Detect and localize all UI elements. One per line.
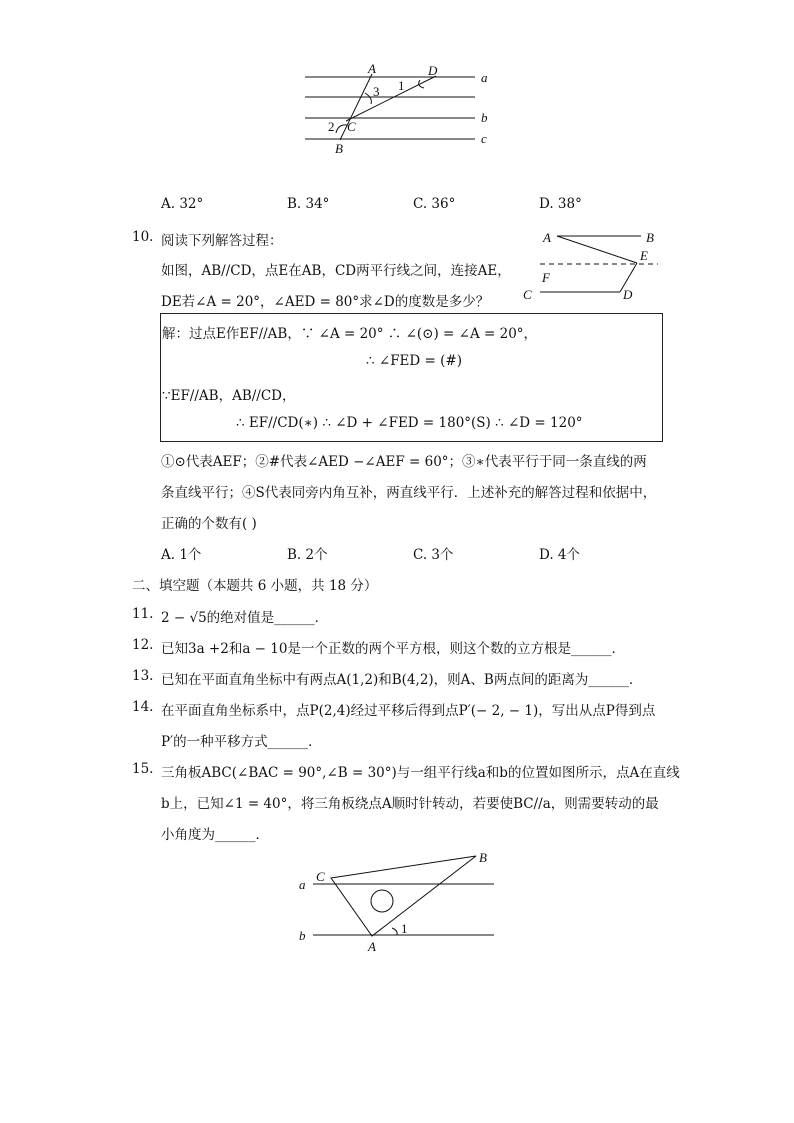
q14-number: 14.: [132, 699, 154, 715]
label-D: D: [623, 287, 633, 302]
q9-option-b: B. 34°: [287, 196, 330, 212]
label-A: A: [543, 230, 551, 245]
q10-solution-line3: ∵EF//AB，AB//CD，: [162, 388, 296, 404]
q10-solution-line2: ∴ ∠FED = (#): [366, 353, 462, 369]
q10-option-d: D. 4个: [539, 547, 581, 563]
label-2: 2: [328, 119, 335, 134]
label-line-c: c: [481, 131, 487, 146]
label-3: 3: [373, 84, 380, 99]
label-D: D: [428, 63, 438, 78]
label-C: C: [347, 119, 356, 134]
label-E: E: [640, 248, 648, 263]
label-line-a: a: [481, 70, 488, 85]
q10-option-c: C. 3个: [413, 547, 454, 563]
q10-note1: ①⊙代表AEF；②#代表∠AED −∠AEF = 60°；③∗代表平行于同一条直线的两: [161, 454, 647, 470]
q13-text: 已知在平面直角坐标中有两点A(1,2)和B(4,2)，则A、B两点间的距离为______．: [161, 672, 643, 688]
label-1: 1: [401, 921, 408, 936]
label-line-b: b: [481, 110, 488, 125]
angle-1-arc: [392, 928, 397, 935]
q10-solution-line1: 解：过点E作EF//AB，∵ ∠A = 20° ∴ ∠(⊙) = ∠A = 20°，: [162, 326, 538, 342]
label-A: A: [368, 939, 376, 954]
label-F: F: [542, 270, 550, 285]
q9-option-c: C. 36°: [413, 196, 456, 212]
q10-number: 10.: [132, 229, 154, 245]
q12-text: 已知3a +2和a − 10是一个正数的两个平方根，则这个数的立方根是______．: [161, 641, 625, 657]
q13-number: 13.: [132, 668, 154, 684]
label-1: 1: [398, 78, 405, 93]
triangle-hole: [371, 890, 393, 912]
q10-solution-line4: ∴ EF//CD(∗) ∴ ∠D + ∠FED = 180°(S) ∴ ∠D = 120°: [236, 415, 583, 431]
label-C: C: [523, 287, 532, 302]
section-heading: 二、填空题（本题共 6 小题，共 18 分）: [132, 578, 378, 594]
label-C: C: [316, 869, 325, 884]
q10-line2: DE若∠A = 20°，∠AED = 80°求∠D的度数是多少？: [161, 294, 490, 310]
q15-line2: b上，已知∠1 = 40°，将三角板绕点A顺时针转动，若要使BC//a，则需要转动的最: [161, 796, 659, 812]
q10-option-a: A. 1个: [161, 547, 202, 563]
q15-number: 15.: [132, 761, 154, 777]
q10-option-b: B. 2个: [287, 547, 328, 563]
label-B: B: [479, 850, 487, 865]
label-A: A: [368, 61, 376, 76]
label-line-a: a: [299, 877, 306, 892]
q15-line3: 小角度为______．: [161, 827, 269, 843]
q12-number: 12.: [132, 637, 154, 653]
q15-line1: 三角板ABC(∠BAC = 90°,∠B = 30°)与一组平行线a和b的位置如图所示，点A在直线: [161, 765, 680, 781]
q10-note2: 条直线平行；④S代表同旁内角互补，两直线平行．上述补充的解答过程和依据中，: [161, 485, 657, 501]
q10-intro: 阅读下列解答过程：: [161, 233, 283, 249]
q11-number: 11.: [132, 606, 154, 622]
q10-line1: 如图，AB//CD，点E在AB，CD两平行线之间，连接AE，: [161, 263, 511, 279]
q11-text: 2 − √5的绝对值是______．: [161, 610, 329, 626]
q10-note3: 正确的个数有( ): [161, 516, 257, 532]
q14-line2: P′的一种平移方式______．: [161, 734, 322, 750]
q9-option-a: A. 32°: [161, 196, 204, 212]
label-B: B: [646, 230, 654, 245]
q14-line1: 在平面直角坐标系中，点P(2,4)经过平移后得到点P′(− 2, − 1)，写出从点P得到点: [161, 703, 656, 719]
q9-option-d: D. 38°: [539, 196, 582, 212]
label-line-b: b: [299, 928, 306, 943]
label-B: B: [335, 141, 343, 156]
